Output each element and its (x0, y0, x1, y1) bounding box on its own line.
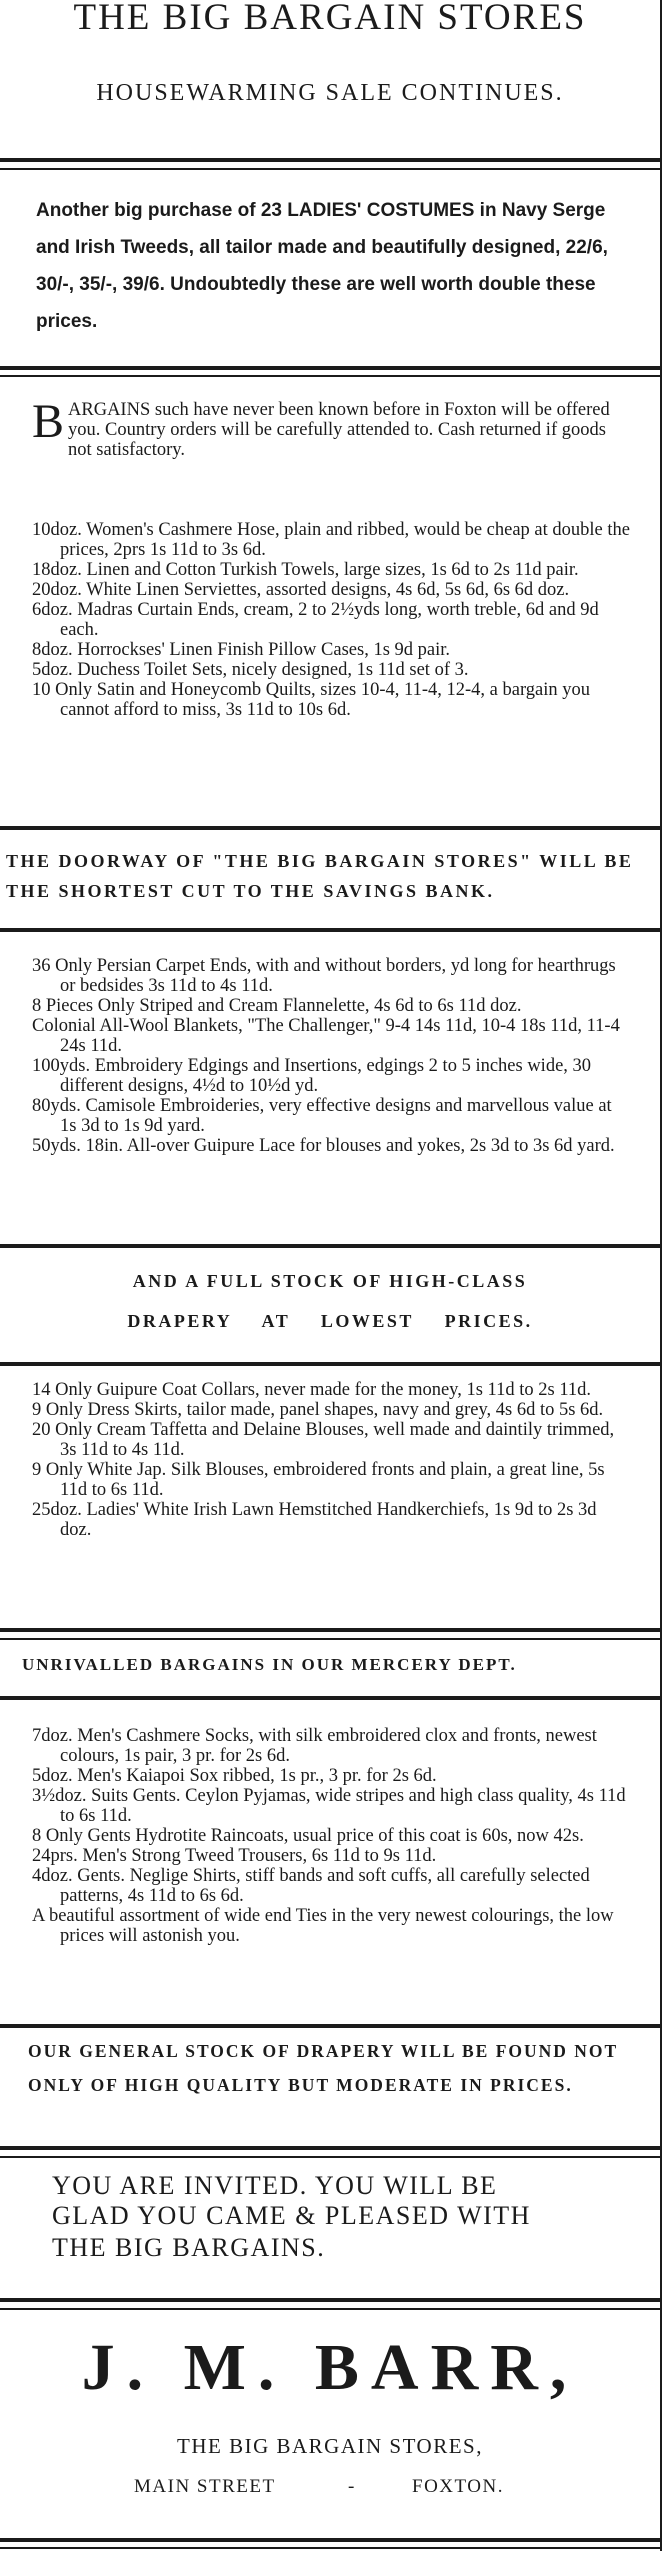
divider (0, 2156, 660, 2158)
divider (0, 2024, 660, 2028)
drop-cap: B (32, 395, 65, 448)
household-items-list (0, 520, 660, 720)
right-border (660, 0, 662, 2551)
divider (0, 2146, 660, 2150)
list-item: 7doz. Men's Cashmere Socks, with silk embroidered clox and fronts, newest colours, 1s pair, 3 pr. for 2s 6d. (32, 1726, 597, 1766)
address-separator: - (348, 2476, 356, 2497)
street: MAIN STREET (134, 2476, 276, 2497)
list-item: 14 Only Guipure Coat Collars, never made for the money, 1s 11d to 2s 11d. (32, 1380, 592, 1400)
divider (0, 1638, 660, 1640)
list-item: 4doz. Gents. Neglige Shirts, stiff bands and soft cuffs, all carefully selected patterns, 4s 11d to 6s 6d. (32, 1866, 590, 1906)
list-item: 18doz. Linen and Cotton Turkish Towels, large sizes, 1s 6d to 2s 11d pair. (32, 560, 579, 580)
list-item: 9 Only Dress Skirts, tailor made, panel shapes, navy and grey, 4s 6d to 5s 6d. (32, 1400, 604, 1420)
divider (0, 375, 660, 377)
list-item: 3½doz. Suits Gents. Ceylon Pyjamas, wide stripes and high class quality, 4s 11d to 6s 11d. (32, 1786, 626, 1826)
store-name-footer: THE BIG BARGAIN STORES, (177, 2434, 483, 2458)
doorway-slogan: THE DOORWAY OF "THE BIG BARGAIN STORES" WILL BE THE SHORTEST CUT TO THE SAVINGS BANK. (6, 851, 634, 901)
list-item: 80yds. Camisole Embroideries, very effective designs and marvellous value at 1s 3d to 1s 9d yard. (32, 1096, 612, 1136)
invitation-line-3: THE BIG BARGAINS. (52, 2233, 326, 2262)
list-item: A beautiful assortment of wide end Ties in the very newest colourings, the low prices will astonish you. (32, 1906, 614, 1946)
intro-text: ARGAINS such have never been known before in Foxton will be offered you. Country orders will be carefully attended to. Cash returned if goods not satisfactory. (68, 400, 610, 460)
sale-title: HOUSEWARMING SALE CONTINUES. (96, 80, 564, 106)
furnishing-items-list (0, 956, 660, 1156)
drapery-stock-line-2: DRAPERY AT LOWEST PRICES. (127, 1311, 533, 1331)
list-item: 9 Only White Jap. Silk Blouses, embroidered fronts and plain, a great line, 5s 11d to 6s 11d. (32, 1460, 605, 1500)
divider (0, 1696, 660, 1700)
costumes-notice: Another big purchase of 23 LADIES' COSTUMES in Navy Serge and Irish Tweeds, all tailor made and beautifully designed, 22/6, 30/-, 35/-, 39/6. Undoubtedly these are well worth double these prices. (36, 200, 608, 332)
divider (0, 826, 660, 830)
drapery-stock-line-1: AND A FULL STOCK OF HIGH-CLASS (132, 1271, 528, 1291)
divider (0, 1628, 660, 1632)
mercery-heading: UNRIVALLED BARGAINS IN OUR MERCERY DEPT. (22, 1655, 517, 1674)
proprietor-name: J. M. BARR, (81, 2331, 579, 2404)
list-item: 8 Only Gents Hydrotite Raincoats, usual price of this coat is 60s, now 42s. (32, 1826, 584, 1846)
divider (0, 2547, 660, 2549)
list-item: 24prs. Men's Strong Tweed Trousers, 6s 11d to 9s 11d. (32, 1846, 437, 1866)
list-item: 10doz. Women's Cashmere Hose, plain and ribbed, would be cheap at double the prices, 2prs 1s 11d to 3s 6d. (32, 520, 630, 560)
list-item: 25doz. Ladies' White Irish Lawn Hemstitched Handkerchiefs, 1s 9d to 2s 3d doz. (32, 1500, 597, 1540)
list-item: 100yds. Embroidery Edgings and Insertions, edgings 2 to 5 inches wide, 30 different designs, 4½d to 10½d yd. (32, 1056, 592, 1096)
divider (0, 366, 660, 370)
list-item: 20 Only Cream Taffetta and Delaine Blouses, well made and daintily trimmed, 3s 11d to 4s 11d. (32, 1420, 615, 1460)
list-item: 36 Only Persian Carpet Ends, with and without borders, yd long for hearthrugs or bedsides 3s 11d to 4s 11d. (32, 956, 616, 996)
list-item: 5doz. Duchess Toilet Sets, nicely designed, 1s 11d set of 3. (32, 660, 469, 680)
divider (0, 1362, 660, 1366)
town: FOXTON. (412, 2476, 504, 2497)
divider (0, 928, 660, 932)
list-item: 8doz. Horrockses' Linen Finish Pillow Cases, 1s 9d pair. (32, 640, 451, 660)
divider (0, 1244, 660, 1248)
ladies-items-list (0, 1380, 660, 1540)
invitation-line-2: GLAD YOU CAME & PLEASED WITH (52, 2201, 531, 2230)
divider (0, 158, 660, 162)
mercery-items-list (0, 1726, 660, 1946)
divider (0, 2298, 660, 2302)
general-stock-notice: OUR GENERAL STOCK OF DRAPERY WILL BE FOUND NOT ONLY OF HIGH QUALITY BUT MODERATE IN PRICES. (28, 2041, 618, 2095)
store-name: THE BIG BARGAIN STORES (73, 0, 587, 38)
divider (0, 2538, 660, 2542)
list-item: 8 Pieces Only Striped and Cream Flannelette, 4s 6d to 6s 11d doz. (32, 996, 522, 1016)
list-item: 20doz. White Linen Serviettes, assorted designs, 4s 6d, 5s 6d, 6s 6d doz. (32, 580, 570, 600)
divider (0, 168, 660, 170)
list-item: 10 Only Satin and Honeycomb Quilts, sizes 10-4, 11-4, 12-4, a bargain you cannot afford to miss, 3s 11d to 10s 6d. (32, 680, 590, 720)
list-item: 5doz. Men's Kaiapoi Sox ribbed, 1s pr., 3 pr. for 2s 6d. (32, 1766, 437, 1786)
list-item: 6doz. Madras Curtain Ends, cream, 2 to 2½yds long, worth treble, 6d and 9d each. (32, 600, 599, 640)
divider (0, 2308, 660, 2310)
list-item: 50yds. 18in. All-over Guipure Lace for blouses and yokes, 2s 3d to 3s 6d yard. (32, 1136, 615, 1156)
intro-paragraph (0, 395, 660, 460)
invitation-line-1: YOU ARE INVITED. YOU WILL BE (52, 2171, 498, 2200)
list-item: Colonial All-Wool Blankets, "The Challenger," 9-4 14s 11d, 10-4 18s 11d, 11-4 24s 11d. (32, 1016, 620, 1056)
